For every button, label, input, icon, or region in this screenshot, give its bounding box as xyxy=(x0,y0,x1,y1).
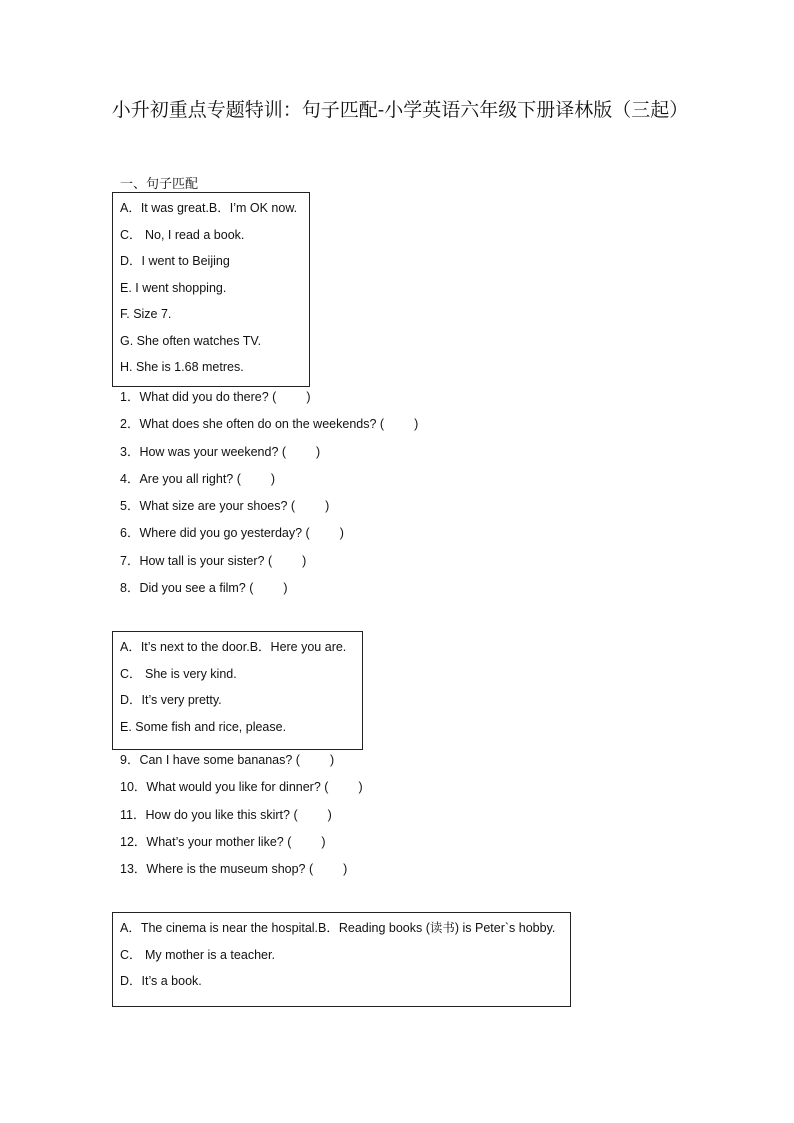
options-box-3 xyxy=(112,912,571,1007)
close-paren: ) xyxy=(414,417,419,432)
close-paren: ) xyxy=(327,807,332,822)
question-item xyxy=(120,468,418,495)
option: A．The cinema is near the hospital.B．Reading books (读书) is Peter`s hobby. xyxy=(120,921,556,935)
option: H. She is 1.68 metres. xyxy=(120,360,244,374)
question-text: 1．What did you do there? ( xyxy=(120,390,277,404)
option: A．It’s next to the door.B．Here you are. xyxy=(120,640,347,654)
question-item xyxy=(120,550,418,577)
close-paren: ) xyxy=(321,834,326,849)
close-paren: ) xyxy=(325,499,330,514)
question-item xyxy=(120,749,363,776)
question-item xyxy=(120,776,363,803)
question-text: 10．What would you like for dinner? ( xyxy=(120,780,329,795)
question-item xyxy=(120,441,418,468)
option: C． No, I read a book. xyxy=(120,227,245,242)
question-text: 12．What’s your mother like? ( xyxy=(120,834,292,849)
close-paren: ) xyxy=(316,444,321,459)
close-paren: ) xyxy=(306,390,311,404)
close-paren: ) xyxy=(339,526,344,541)
question-text: 11．How do you like this skirt? ( xyxy=(120,807,298,822)
question-text: 13．Where is the museum shop? ( xyxy=(120,862,314,877)
question-text: 5．What size are your shoes? ( xyxy=(120,499,296,514)
questions-group-2 xyxy=(120,749,363,885)
document-title: 小升初重点专题特训：句子匹配-小学英语六年级下册译林版（三起） xyxy=(111,99,689,121)
option: F. Size 7. xyxy=(120,307,172,321)
question-item xyxy=(120,495,418,522)
question-item xyxy=(120,522,418,549)
question-item xyxy=(120,577,418,604)
close-paren: ) xyxy=(329,753,335,767)
option: D．I went to Beijing xyxy=(120,254,230,268)
options-box-2 xyxy=(112,631,363,750)
question-text: 6．Where did you go yesterday? ( xyxy=(120,526,310,541)
questions-group-1 xyxy=(120,386,418,604)
option: G. She often watches TV. xyxy=(120,333,262,348)
question-item xyxy=(120,413,418,440)
option: C． My mother is a teacher. xyxy=(120,947,275,962)
question-text: 3．How was your weekend? ( xyxy=(120,444,287,459)
question-item xyxy=(120,804,363,831)
question-text: 7．How tall is your sister? ( xyxy=(120,553,273,568)
option: E. Some fish and rice, please. xyxy=(120,719,287,734)
question-text: 8．Did you see a film? ( xyxy=(120,581,254,596)
question-text: 9．Can I have some bananas? ( xyxy=(120,753,300,767)
close-paren: ) xyxy=(270,471,276,486)
question-text: 4．Are you all right? ( xyxy=(120,471,241,486)
close-paren: ) xyxy=(358,780,363,795)
close-paren: ) xyxy=(302,553,307,568)
close-paren: ) xyxy=(343,862,348,877)
question-item xyxy=(120,858,363,885)
options-box-1 xyxy=(112,192,310,387)
question-item xyxy=(120,386,418,413)
question-item xyxy=(120,831,363,858)
section-heading: 一、句子匹配 xyxy=(120,177,199,192)
option: C． She is very kind. xyxy=(120,666,237,681)
option: E. I went shopping. xyxy=(120,280,227,295)
option: A．It was great.B．I’m OK now. xyxy=(120,201,298,215)
close-paren: ) xyxy=(283,581,288,596)
option: D．It’s a book. xyxy=(120,974,202,988)
question-text: 2．What does she often do on the weekends? ( xyxy=(120,417,385,432)
option: D．It’s very pretty. xyxy=(120,693,222,707)
